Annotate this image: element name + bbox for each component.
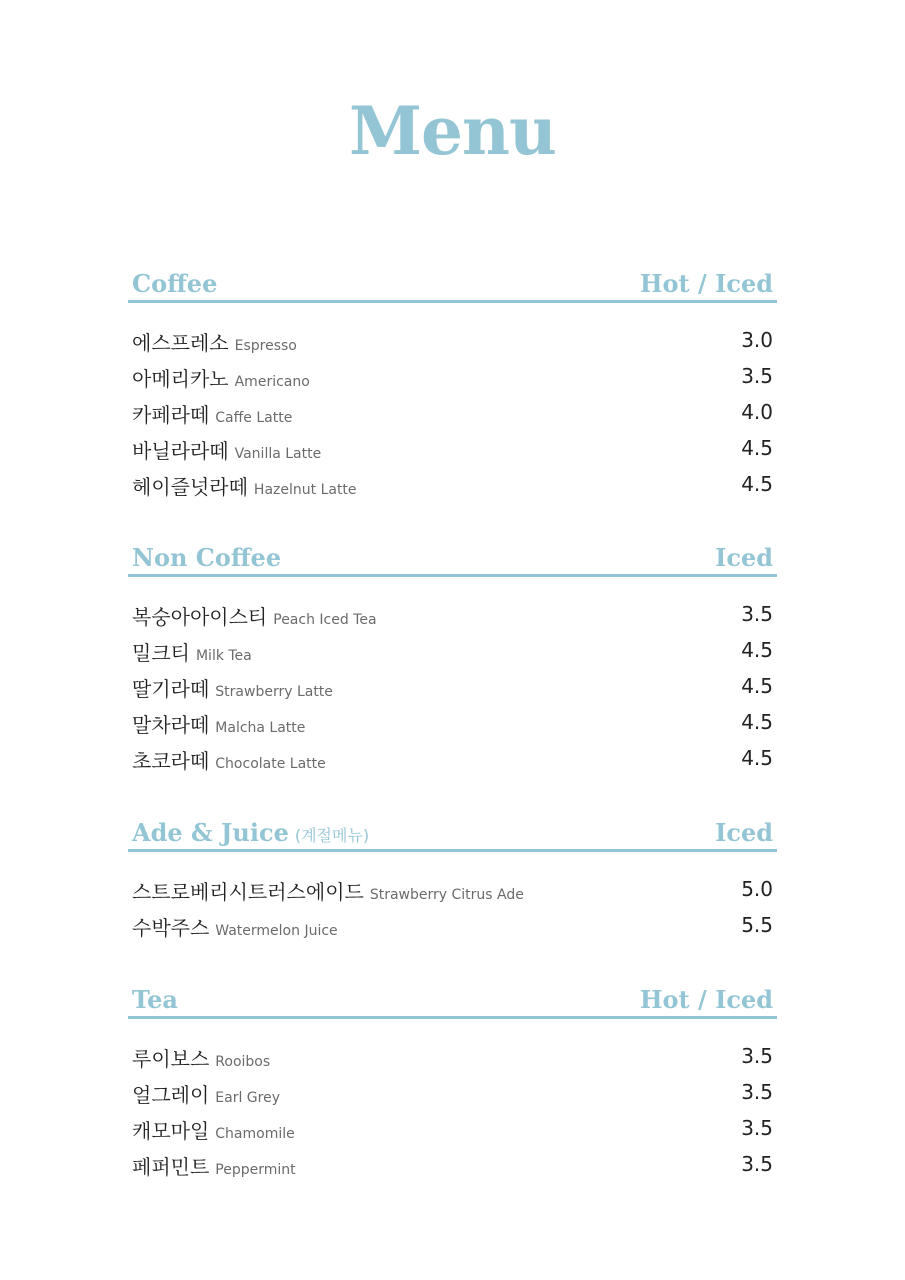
section-tea — [128, 980, 777, 1183]
section-ade-juice — [128, 813, 777, 944]
item-name-en: Watermelon Juice — [215, 923, 338, 939]
section-temp-label: Iced — [715, 818, 773, 847]
item-name-en: Espresso — [234, 338, 297, 354]
item-name-en: Strawberry Latte — [215, 684, 333, 700]
section-header — [128, 538, 777, 577]
section-temp-label: Hot / Iced — [639, 269, 773, 298]
item-price: 3.0 — [741, 328, 773, 352]
item-name-ko: 카페라떼 — [132, 403, 210, 427]
section-note: (계절메뉴) — [294, 826, 370, 845]
menu-item — [128, 431, 777, 467]
item-name-ko: 루이보스 — [132, 1047, 210, 1071]
section-non-coffee — [128, 538, 777, 777]
item-name-en: Americano — [234, 374, 310, 390]
menu-item — [128, 359, 777, 395]
item-price: 3.5 — [741, 1044, 773, 1068]
item-name-en: Malcha Latte — [215, 720, 306, 736]
item-name — [132, 912, 338, 941]
item-name — [132, 1079, 280, 1108]
item-name-en: Chocolate Latte — [215, 756, 326, 772]
section-coffee — [128, 264, 777, 503]
section-temp-label: Hot / Iced — [639, 985, 773, 1014]
menu-item — [128, 1147, 777, 1183]
menu-item — [128, 1039, 777, 1075]
item-name — [132, 399, 292, 428]
item-name — [132, 363, 310, 392]
item-price: 3.5 — [741, 364, 773, 388]
item-name-en: Milk Tea — [195, 648, 252, 664]
section-header — [128, 813, 777, 852]
item-name-ko: 딸기라떼 — [132, 677, 210, 701]
menu-item — [128, 669, 777, 705]
item-price: 4.5 — [741, 472, 773, 496]
menu-item — [128, 323, 777, 359]
menu-item — [128, 705, 777, 741]
item-name-ko: 초코라떼 — [132, 749, 210, 773]
item-name-ko: 밀크티 — [132, 641, 190, 665]
item-name-ko: 수박주스 — [132, 916, 210, 940]
item-name-en: Hazelnut Latte — [253, 482, 357, 498]
item-name-ko: 헤이즐넛라떼 — [132, 475, 248, 499]
menu-item — [128, 872, 777, 908]
item-price: 4.5 — [741, 436, 773, 460]
menu-item — [128, 597, 777, 633]
menu-item — [128, 467, 777, 503]
menu-item — [128, 1075, 777, 1111]
menu-title: Menu — [348, 92, 557, 170]
item-price: 3.5 — [741, 1080, 773, 1104]
item-price: 3.5 — [741, 1152, 773, 1176]
item-name-ko: 페퍼민트 — [132, 1155, 210, 1179]
section-header — [128, 980, 777, 1019]
item-name-en: Vanilla Latte — [234, 446, 322, 462]
item-price: 5.5 — [741, 913, 773, 937]
menu-item — [128, 395, 777, 431]
item-name — [132, 1115, 295, 1144]
item-name-ko: 아메리카노 — [132, 367, 229, 391]
item-price: 3.5 — [741, 602, 773, 626]
item-name-en: Caffe Latte — [215, 410, 293, 426]
item-list — [128, 597, 777, 777]
item-name-en: Rooibos — [215, 1054, 271, 1070]
item-name-ko: 얼그레이 — [132, 1083, 210, 1107]
section-title: Coffee — [132, 269, 218, 298]
section-header — [128, 264, 777, 303]
item-name-ko: 복숭아아이스티 — [132, 605, 268, 629]
item-name-en: Strawberry Citrus Ade — [369, 887, 524, 903]
item-name — [132, 745, 326, 774]
item-name — [132, 327, 297, 356]
item-name-ko: 말차라떼 — [132, 713, 210, 737]
item-name-ko: 바닐라라떼 — [132, 439, 229, 463]
item-name — [132, 601, 377, 630]
item-name-en: Peach Iced Tea — [273, 612, 377, 628]
item-price: 4.5 — [741, 674, 773, 698]
item-price: 5.0 — [741, 877, 773, 901]
item-name — [132, 709, 305, 738]
section-temp-label: Iced — [715, 543, 773, 572]
item-list — [128, 872, 777, 944]
item-name — [132, 435, 321, 464]
item-name — [132, 1151, 296, 1180]
item-price: 4.5 — [741, 638, 773, 662]
section-title: Ade & Juice (계절메뉴) — [132, 818, 370, 847]
menu-item — [128, 908, 777, 944]
section-title: Non Coffee — [132, 543, 282, 572]
item-price: 4.5 — [741, 746, 773, 770]
item-name-ko: 에스프레소 — [132, 331, 229, 355]
item-name — [132, 673, 333, 702]
item-name — [132, 471, 357, 500]
item-price: 3.5 — [741, 1116, 773, 1140]
item-name-ko: 캐모마일 — [132, 1119, 210, 1143]
item-name — [132, 1043, 270, 1072]
menu-item — [128, 1111, 777, 1147]
item-name — [132, 637, 252, 666]
item-name-en: Earl Grey — [215, 1090, 280, 1106]
item-price: 4.5 — [741, 710, 773, 734]
menu-item — [128, 741, 777, 777]
item-name — [132, 876, 524, 905]
item-name-ko: 스트로베리시트러스에이드 — [132, 880, 364, 904]
item-name-en: Peppermint — [215, 1162, 296, 1178]
menu-item — [128, 633, 777, 669]
item-name-en: Chamomile — [215, 1126, 295, 1142]
item-price: 4.0 — [741, 400, 773, 424]
section-title: Tea — [132, 985, 178, 1014]
item-list — [128, 323, 777, 503]
item-list — [128, 1039, 777, 1183]
